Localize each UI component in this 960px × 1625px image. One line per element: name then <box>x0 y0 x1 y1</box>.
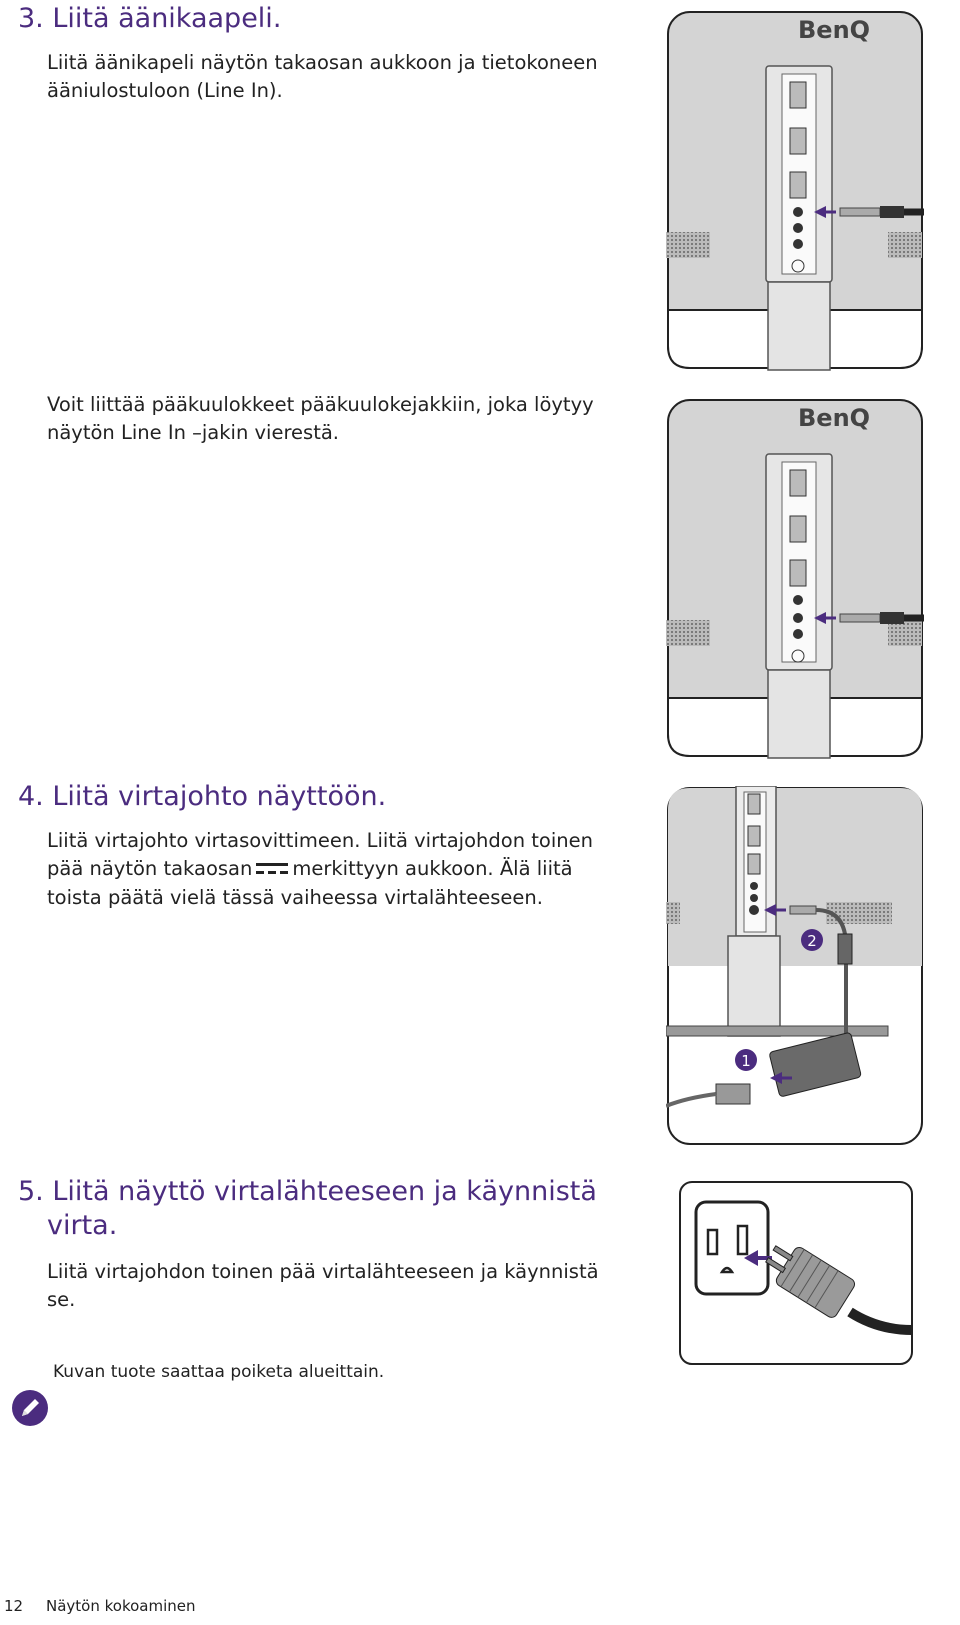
figure-audio-cable <box>666 10 926 372</box>
svg-text:BenQ: BenQ <box>798 404 871 432</box>
dc-power-symbol-icon <box>256 856 288 884</box>
callout-2 <box>801 929 823 951</box>
step3-text-audio: Liitä äänikapeli näytön takaosan aukkoon ja tietokoneen ääniulostuloon (Line In). <box>47 51 598 102</box>
callout-1 <box>735 1049 757 1071</box>
note-text: Kuvan tuote saattaa poiketa alueittain. <box>53 1362 385 1382</box>
svg-text:1: 1 <box>741 1052 751 1070</box>
step3-heading: 3. Liitä äänikaapeli. <box>18 3 282 34</box>
pencil-note-icon <box>10 1388 50 1432</box>
step4-heading: 4. Liitä virtajohto näyttöön. <box>18 781 387 812</box>
svg-text:2: 2 <box>807 932 817 950</box>
svg-text:BenQ: BenQ <box>798 16 871 44</box>
step5-text: Liitä virtajohdon toinen pää virtalähteeseen ja käynnistä se. <box>47 1260 599 1311</box>
page-number: 12 <box>4 1597 24 1615</box>
figure-headphone-cable <box>666 398 926 760</box>
figure-wall-outlet <box>678 1180 914 1366</box>
step3-text-headphones: Voit liittää pääkuulokkeet pääkuulokejakkiin, joka löytyy näytön Line In –jakin vierestä. <box>47 393 594 444</box>
benq-logo <box>798 404 870 432</box>
section-title: Näytön kokoaminen <box>46 1597 196 1615</box>
step4-text: Liitä virtajohto virtasovittimeen. Liitä virtajohdon toinen pää näytön takaosan merkittyyn aukkoon. Älä liitä toista päätä vielä tässä vaiheessa virtalähteeseen. <box>47 829 593 909</box>
benq-logo <box>798 16 870 44</box>
figure-power-adapter <box>666 786 926 1148</box>
step5-heading: 5. Liitä näyttö virtalähteeseen ja käynnistä virta. <box>18 1176 597 1241</box>
